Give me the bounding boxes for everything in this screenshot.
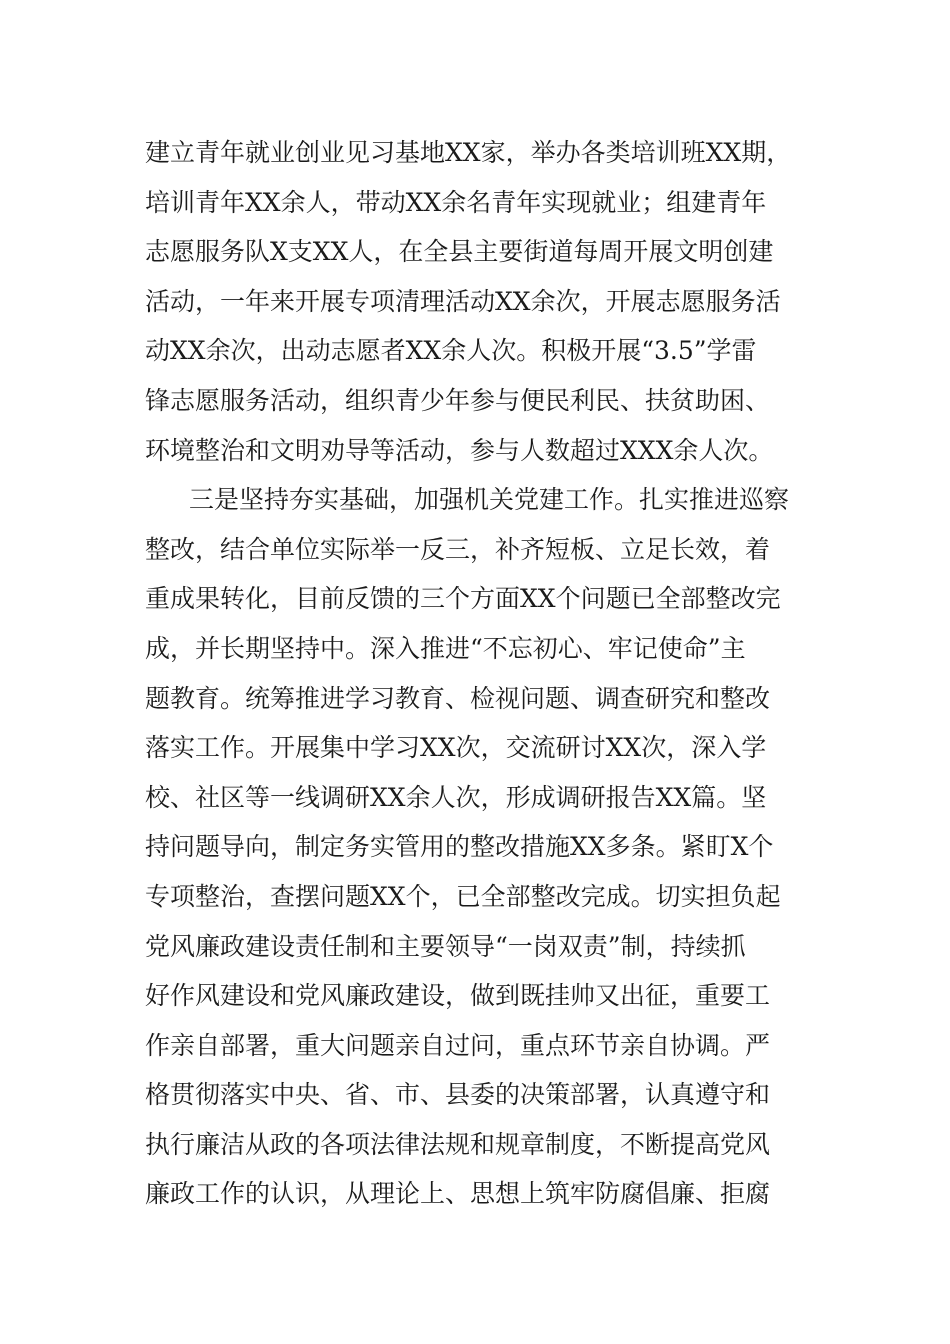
- text-line: 整改，结合单位实际举一反三，补齐短板、立足长效，着: [145, 534, 771, 564]
- text-line: 党风廉政建设责任制和主要领导“一岗双责”制，持续抓: [145, 931, 746, 961]
- text-line: 重成果转化，目前反馈的三个方面XX个问题已全部整改完: [145, 584, 781, 614]
- text-line: 成，并长期坚持中。深入推进“不忘初心、牢记使命”主: [145, 633, 746, 663]
- text-line: 执行廉洁从政的各项法律法规和规章制度，不断提高党风: [145, 1129, 771, 1159]
- text-line: 校、社区等一线调研XX余人次，形成调研报告XX篇。坚: [145, 782, 767, 812]
- text-line: 活动，一年来开展专项清理活动XX余次，开展志愿服务活: [145, 286, 781, 316]
- text-line: 作亲自部署，重大问题亲自过问，重点环节亲自协调。严: [145, 1030, 771, 1060]
- text-line: 锋志愿服务活动，组织青少年参与便民利民、扶贫助困、: [145, 385, 771, 415]
- text-line: 专项整治，查摆问题XX个，已全部整改完成。切实担负起: [145, 881, 781, 911]
- paragraph-first-line: 三是坚持夯实基础，加强机关党建工作。扎实推进巡察: [189, 485, 790, 515]
- text-line: 志愿服务队X支XX人，在全县主要街道每周开展文明创建: [145, 237, 774, 267]
- text-line: 动XX余次，出动志愿者XX余人次。积极开展“3.5”学雷: [145, 336, 757, 366]
- text-line: 格贯彻落实中央、省、市、县委的决策部署，认真遵守和: [145, 1080, 771, 1110]
- text-line: 落实工作。开展集中学习XX次，交流研讨XX次，深入学: [145, 733, 767, 763]
- text-line: 环境整治和文明劝导等活动，参与人数超过XXX余人次。: [145, 435, 774, 465]
- text-line: 建立青年就业创业见习基地XX家，举办各类培训班XX期，: [145, 138, 792, 167]
- text-line: 培训青年XX余人，带动XX余名青年实现就业；组建青年: [145, 187, 767, 217]
- text-line: 好作风建设和党风廉政建设，做到既挂帅又出征，重要工: [145, 981, 771, 1011]
- body-text: [145, 128, 810, 1219]
- text-line: 持问题导向，制定务实管用的整改措施XX多条。紧盯X个: [145, 832, 774, 862]
- text-line: 题教育。统筹推进学习教育、检视问题、调查研究和整改: [145, 683, 771, 713]
- text-line: 廉政工作的认识，从理论上、思想上筑牢防腐倡廉、拒腐: [145, 1179, 771, 1209]
